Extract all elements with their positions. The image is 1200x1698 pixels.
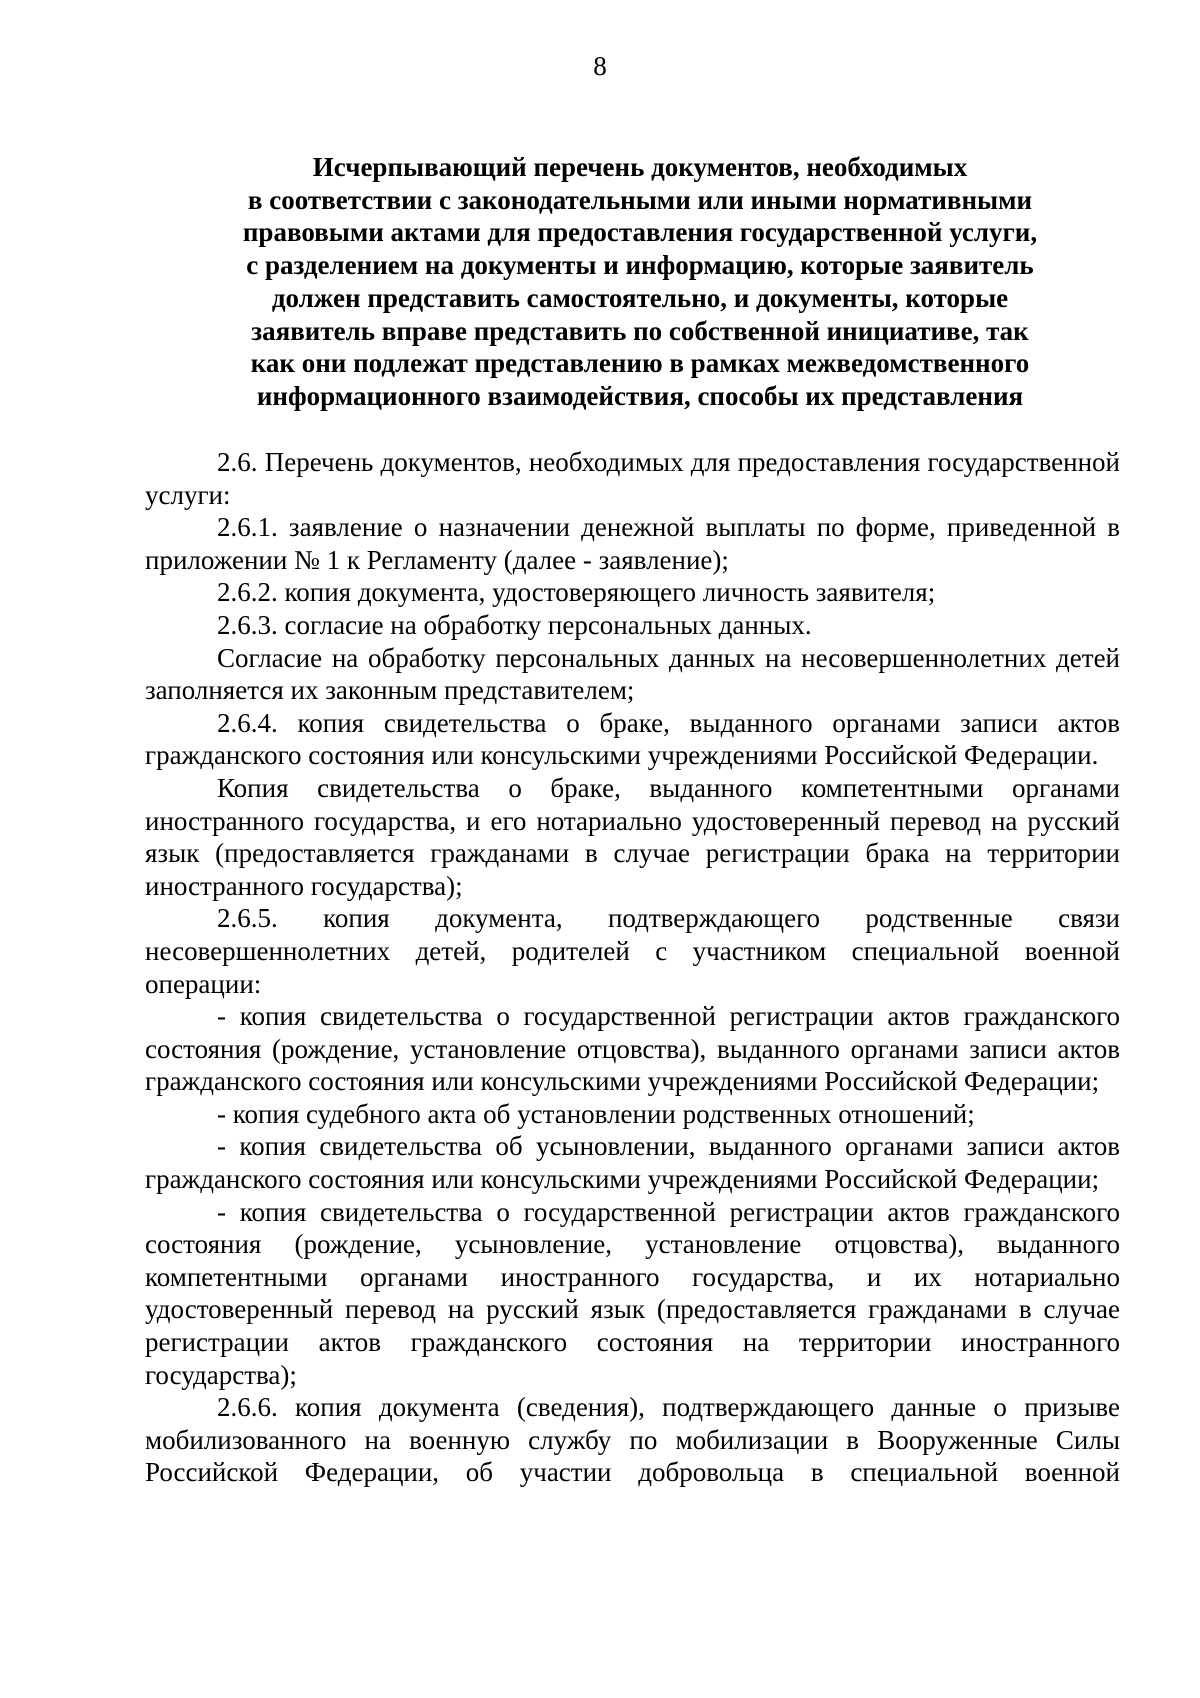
document-body bbox=[145, 446, 1120, 1489]
heading-line: правовыми актами для предоставления государственной услуги, bbox=[242, 217, 1038, 248]
heading-line: должен представить самостоятельно, и документы, которые bbox=[271, 282, 1009, 313]
heading-line: с разделением на документы и информацию, которые заявитель bbox=[246, 250, 1034, 281]
paragraph-2-6-1: 2.6.1. заявление о назначении денежной выплаты по форме, приведенной в приложении № 1 к Регламенту (далее - заявление); bbox=[145, 512, 1120, 575]
heading-line: в соответствии с законодательными или иными нормативными bbox=[247, 184, 1033, 215]
paragraph-consent-minors: Согласие на обработку персональных данных на несовершеннолетних детей заполняется их законным представителем; bbox=[145, 642, 1120, 706]
section-heading bbox=[200, 151, 1080, 413]
list-item: - копия свидетельства об усыновлении, выданного органами записи актов гражданского состояния или консульскими учреждениями Российской Федерации; bbox=[145, 1131, 1120, 1195]
heading-line: Исчерпывающий перечень документов, необходимых bbox=[312, 152, 968, 182]
heading-line: заявитель вправе представить по собственной инициативе, так bbox=[251, 315, 1029, 346]
page-number: 8 bbox=[593, 51, 607, 81]
paragraph-2-6: 2.6. Перечень документов, необходимых для предоставления государственной услуги: bbox=[145, 447, 1120, 510]
heading-line: информационного взаимодействия, способы их представления bbox=[256, 380, 1024, 411]
paragraph-2-6-6: 2.6.6. копия документа (сведения), подтверждающего данные о призыве мобилизованного на военную службу по мобилизации в Вооруженные Силы Российской Федерации, об участии добровольца в специальной военной bbox=[145, 1392, 1120, 1488]
list-item: - копия свидетельства о государственной регистрации актов гражданского состояния (рождение, установление отцовства), выданного органами записи актов гражданского состояния или консульскими учреждениями Российской Федерации; bbox=[145, 1001, 1120, 1097]
paragraph-2-6-3: 2.6.3. согласие на обработку персональных данных. bbox=[217, 609, 812, 640]
heading-line: как они подлежат представлению в рамках межведомственного bbox=[250, 348, 1030, 379]
paragraph-2-6-2: 2.6.2. копия документа, удостоверяющего личность заявителя; bbox=[217, 577, 936, 608]
paragraph-2-6-5: 2.6.5. копия документа, подтверждающего родственные связи несовершеннолетних детей, родителей с участником специальной военной операции: bbox=[145, 903, 1120, 999]
paragraph-2-6-4: 2.6.4. копия свидетельства о браке, выданного органами записи актов гражданского состояния или консульскими учреждениями Российской Федерации. bbox=[145, 707, 1120, 771]
list-item: - копия свидетельства о государственной регистрации актов гражданского состояния (рождение, усыновление, установление отцовства), выданного компетентными органами иностранного государства, и их нотариально удостоверенный перевод на русский язык (предоставляется гражданами в случае регистрации актов гражданского состояния на территории иностранного государства); bbox=[145, 1196, 1120, 1390]
list-item: - копия судебного акта об установлении родственных отношений; bbox=[217, 1098, 975, 1129]
paragraph-foreign-marriage: Копия свидетельства о браке, выданного компетентными органами иностранного государства, и его нотариально удостоверенный перевод на русский язык (предоставляется гражданами в случае регистрации брака на территории иностранного государства); bbox=[145, 772, 1120, 901]
